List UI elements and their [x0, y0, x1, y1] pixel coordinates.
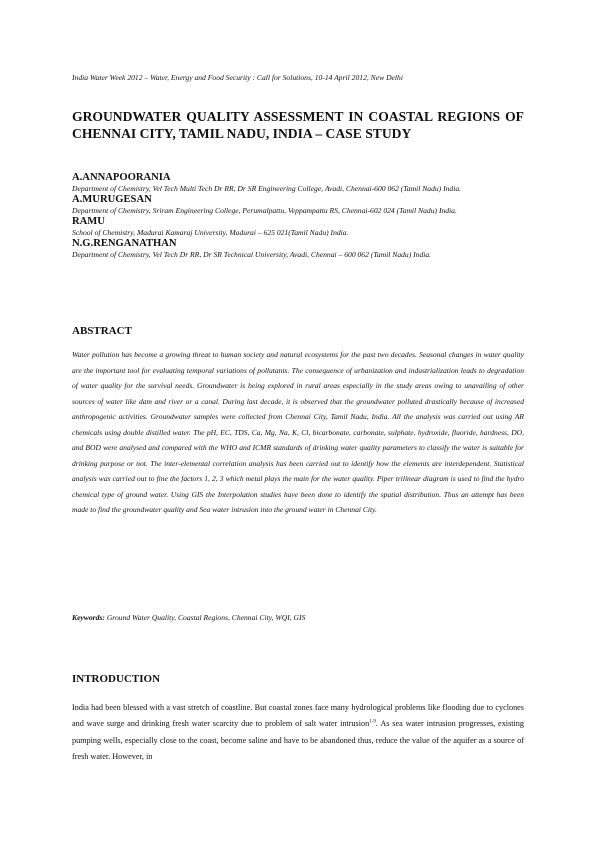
author-block [72, 216, 524, 238]
author-name: RAMU [72, 216, 105, 227]
author-name: N.G.RENGANATHAN [72, 238, 177, 249]
abstract-body: Water pollution has become a growing threat to human society and natural ecosystems for the past two decades. Seasonal changes in water quality are the important tool for evaluating temporal variations of pollutants. The consequence of urbanization and industrialization leads to degradation of water quality for the survival needs. Groundwater is being explored in rural areas especially in the study areas owing to unavailing of other sources of water like dam and river or a canal. During last decade, it is observed that the groundwater polluted drastically because of increased anthropogenic activities. Groundwater samples were collected from Chennai City, Tamil Nadu, India. All the analysis was carried out using AR chemicals using double distilled water. The pH, EC, TDS, Ca, Mg, Na, K, Cl, bicarbonate, carbonate, sulphate, hydroxide, fluoride, hardness, DO, and BOD were analysed and compared with the WHO and ICMR standards of drinking water quality parameters to classify the water is suitable for drinking purpose or not. The inter-elemental correlation analysis has been carried out to identify how the elements are interdependent. Statistical analysis was carried out to fine the factors 1, 2, 3 which metal plays the main for the water quality. Piper trilinear diagram is used to find the hydro chemical type of ground water. Using GIS the Interpolation studies have been done to identify the spatial distribution. Thus an attempt has been made to find the groundwater quality and Sea water intrusion into the ground water in Chennai City. [72, 350, 524, 514]
author-name: A.MURUGESAN [72, 194, 152, 205]
author-name: A.ANNAPOORANIA [72, 172, 171, 183]
introduction-text: India had been blessed with a vast stretch of coastline. But coastal zones face many hydrological problems like flooding due to cyclones and wave surge and drinking fresh water scarcity due to problem of salt water intrusion [72, 703, 524, 729]
abstract-heading: ABSTRACT [72, 325, 132, 337]
author-affiliation: Department of Chemistry, Vel Tech Dr RR, Dr SR Technical University, Avadi, Chennai – 600 062 (Tamil Nadu) India. [72, 250, 432, 259]
author-block [72, 194, 524, 216]
author-affiliation: School of Chemistry, Madurai Kamaraj University, Madurai – 625 021(Tamil Nadu) India. [72, 228, 349, 237]
keywords-line [72, 613, 524, 622]
author-block [72, 238, 524, 260]
author-list [72, 172, 524, 260]
introduction-body [72, 700, 524, 765]
introduction-text: . As sea water intrusion progresses, existing pumping wells, especially close to the coast, become saline and have to be abandoned thus, reduce the value of the aquifer as a source of fresh water. However, in [72, 719, 524, 761]
running-header: India Water Week 2012 – Water, Energy and Food Security : Call for Solutions, 10-14 April 2012, New Delhi [72, 73, 403, 82]
introduction-heading: INTRODUCTION [72, 673, 161, 685]
keywords-label: Keywords: [72, 613, 105, 622]
paper-title: GROUNDWATER QUALITY ASSESSMENT IN COASTAL REGIONS OF CHENNAI CITY, TAMIL NADU, INDIA – CASE STUDY [72, 109, 524, 141]
author-affiliation: Department of Chemistry, Sriram Engineering College, Perumalpattu, Veppampattu RS, Chennai-602 024 (Tamil Nadu) India. [72, 206, 457, 215]
keywords-text: Ground Water Quality, Coastal Regions, Chennai City, WQI, GIS [106, 613, 306, 622]
author-affiliation: Department of Chemistry, Vel Tech Multi Tech Dr RR, Dr SR Engineering College, Avadi, Chennai-600 062 (Tamil Nadu) India. [72, 184, 462, 193]
citation-superscript: 1-9 [369, 719, 376, 725]
author-block [72, 172, 524, 194]
